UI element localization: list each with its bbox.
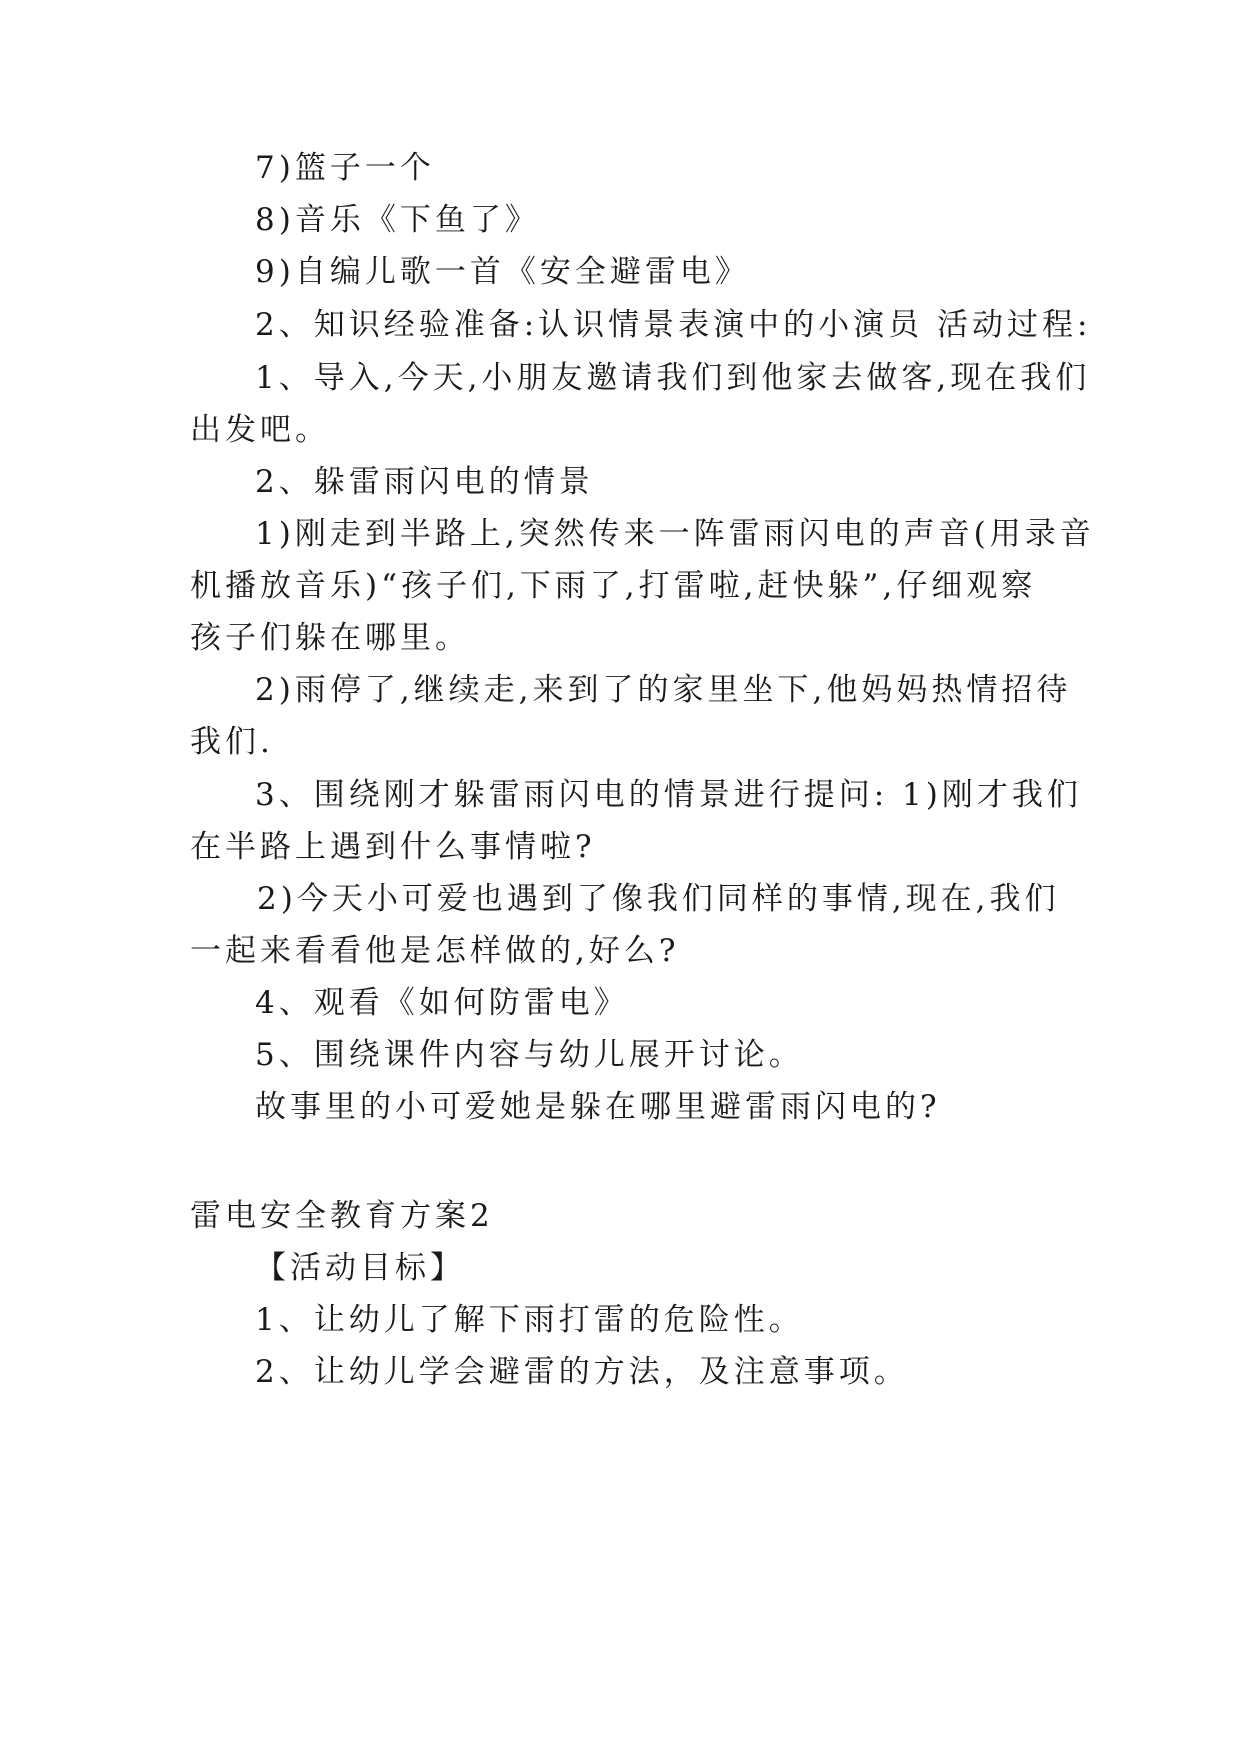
paragraph-line: 我们. bbox=[190, 724, 274, 760]
paragraph-line: 一起来看看他是怎样做的,好么? bbox=[190, 933, 680, 969]
paragraph-line: 出发吧。 bbox=[190, 412, 330, 448]
paragraph-line: 故事里的小可爱她是躲在哪里避雷雨闪电的? bbox=[255, 1089, 941, 1125]
goal-item: 1、让幼儿了解下雨打雷的危险性。 bbox=[255, 1302, 804, 1338]
paragraph-line: 4、观看《如何防雷电》 bbox=[255, 985, 629, 1021]
paragraph-line: 机播放音乐)“孩子们,下雨了,打雷啦,赶快躲”,仔细观察 bbox=[190, 568, 1037, 604]
paragraph-line: 2、躲雷雨闪电的情景 bbox=[255, 464, 594, 500]
paragraph-line: 在半路上遇到什么事情啦? bbox=[190, 829, 596, 865]
paragraph-line: 8)音乐《下鱼了》 bbox=[255, 202, 540, 238]
paragraph-line: 2)今天小可爱也遇到了像我们同样的事情,现在,我们 bbox=[257, 881, 1060, 917]
paragraph-line: 7)篮子一个 bbox=[255, 150, 435, 186]
paragraph-line: 孩子们躲在哪里。 bbox=[190, 620, 470, 656]
paragraph-line: 9)自编儿歌一首《安全避雷电》 bbox=[255, 254, 750, 290]
goal-item: 2、让幼儿学会避雷的方法，及注意事项。 bbox=[255, 1354, 909, 1390]
paragraph-line: 2)雨停了,继续走,来到了的家里坐下,他妈妈热情招待 bbox=[255, 672, 1072, 708]
paragraph-line: 1、导入,今天,小朋友邀请我们到他家去做客,现在我们 bbox=[255, 360, 1091, 396]
paragraph-line: 1)刚走到半路上,突然传来一阵雷雨闪电的声音(用录音 bbox=[255, 516, 1095, 552]
goals-heading: 【活动目标】 bbox=[255, 1250, 465, 1286]
section-title: 雷电安全教育方案2 bbox=[190, 1198, 494, 1234]
paragraph-line: 3、围绕刚才躲雷雨闪电的情景进行提问: 1)刚才我们 bbox=[255, 777, 1082, 813]
paragraph-line: 2、知识经验准备:认识情景表演中的小演员 活动过程: bbox=[255, 307, 1092, 343]
paragraph-line: 5、围绕课件内容与幼儿展开讨论。 bbox=[255, 1037, 804, 1073]
